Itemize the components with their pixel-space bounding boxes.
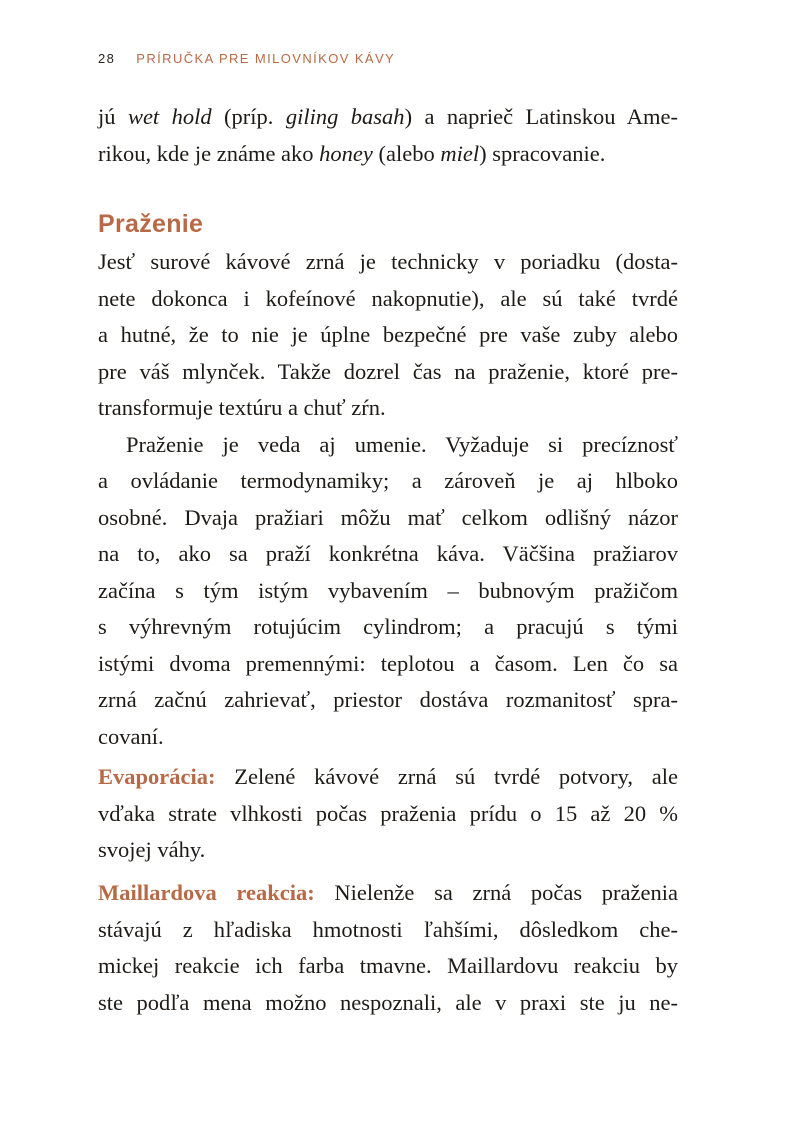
intro-paragraph — [98, 99, 678, 172]
paragraph-line: a hutné, že to nie je úplne bezpečné pre vaše zuby alebo — [98, 322, 678, 347]
section-heading: Praženie — [98, 210, 204, 238]
definition-line: Evaporácia: Zelené kávové zrná sú tvrdé potvory, ale — [98, 764, 678, 789]
paragraph-line: začína s tým istým vybavením – bubnovým pražičom — [98, 577, 678, 603]
paragraph-line: a ovládanie termodynamiky; a zároveň je aj hlboko — [98, 468, 678, 493]
term-giling-basah: giling basah — [285, 104, 405, 129]
page-number: 28 — [98, 51, 116, 66]
paragraph-line: pre váš mlynček. Takže dozrel čas na praženie, ktoré pre- — [98, 358, 678, 384]
paragraph-line: covaní. — [98, 723, 164, 749]
paragraph-line: istými dvoma premennými: teplotou a časom. Len čo sa — [98, 650, 678, 676]
term-maillard: Maillardova reakcia: — [98, 880, 315, 905]
definition-line: ste podľa mena možno nespoznali, ale v praxi ste ju ne- — [98, 989, 678, 1015]
definition-line: svojej váhy. — [98, 837, 206, 862]
definition-maillard — [98, 875, 678, 1021]
paragraph-line: na to, ako sa praží konkrétna káva. Väčšina pražiarov — [98, 541, 678, 566]
intro-line: jú wet hold (príp. giling basah) a naprieč Latinskou Ame- — [98, 104, 678, 129]
definition-line: stávajú z hľadiska hmotnosti ľahšími, dôsledkom che- — [98, 916, 678, 942]
paragraph-line: nete dokonca i kofeínové nakopnutie), ale sú také tvrdé — [98, 285, 678, 311]
definition-evaporation — [98, 759, 678, 869]
paragraph-line: Praženie je veda aj umenie. Vyžaduje si precíznosť — [126, 431, 678, 457]
definition-line: mickej reakcie ich farba tmavne. Maillardovu reakciu by — [98, 953, 678, 978]
body-paragraph-2 — [98, 427, 678, 756]
paragraph-line: zrná začnú zahrievať, priestor dostáva rozmanitosť spra- — [98, 687, 678, 712]
term-wet-hold: wet hold — [127, 104, 212, 129]
definition-line: Maillardova reakcia: Nielenže sa zrná počas praženia — [98, 880, 678, 905]
paragraph-line: s výhrevným rotujúcim cylindrom; a pracujú s tými — [98, 614, 678, 639]
book-title: PRÍRUČKA PRE MILOVNÍKOV KÁVY — [136, 51, 396, 66]
paragraph-line: Jesť surové kávové zrná je technicky v poriadku (dosta- — [98, 249, 678, 274]
term-evaporation: Evaporácia: — [98, 764, 216, 789]
running-head — [98, 50, 395, 68]
term-miel: miel — [440, 140, 480, 166]
term-honey: honey — [319, 140, 373, 166]
body-paragraph-1 — [98, 244, 678, 427]
paragraph-line: osobné. Dvaja pražiari môžu mať celkom odlišný názor — [98, 504, 678, 530]
paragraph-line: transformuje textúru a chuť zŕn. — [98, 395, 386, 420]
definition-line: vďaka strate vlhkosti počas praženia prídu o 15 až 20 % — [98, 800, 678, 826]
intro-line: rikou, kde je známe ako honey (alebo miel) spracovanie. — [98, 140, 606, 166]
